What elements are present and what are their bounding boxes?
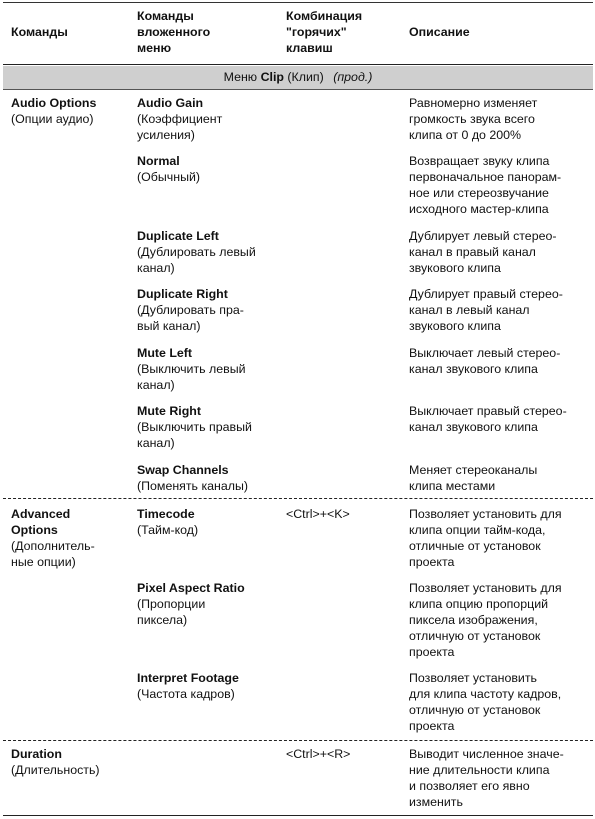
submenu-duplicate-left xyxy=(137,229,256,277)
command-advanced-options xyxy=(11,507,95,571)
submenu-translation: (Частота кадров) xyxy=(137,686,235,701)
submenu-translation: (Дублировать пра- xyxy=(137,302,244,317)
submenu-translation: (Поменять каналы) xyxy=(137,478,249,493)
header-submenu-line: вложенного xyxy=(137,25,211,39)
desc-line: Дублирует левый стерео- xyxy=(409,229,557,243)
desc-pixel-aspect-ratio xyxy=(409,581,562,661)
submenu-translation: (Коэффициент xyxy=(137,111,223,126)
command-translation: (Длительность) xyxy=(11,762,100,777)
header-submenu-commands xyxy=(137,8,210,56)
command-translation: ные опции) xyxy=(11,554,76,569)
submenu-title: Swap Channels xyxy=(137,463,229,477)
header-hotkeys-line: клавиш xyxy=(286,41,333,55)
desc-interpret-footage xyxy=(409,671,561,735)
desc-line: для клипа частоту кадров, xyxy=(409,686,562,701)
hotkey-text: <Ctrl>+<K> xyxy=(286,507,350,521)
submenu-title: Pixel Aspect Ratio xyxy=(137,581,245,595)
desc-line: проекта xyxy=(409,644,455,659)
header-submenu-line: Команды xyxy=(137,9,194,23)
submenu-translation: (Выключить правый xyxy=(137,419,252,434)
desc-line: пиксела изображения, xyxy=(409,612,538,627)
submenu-normal xyxy=(137,154,200,186)
desc-line: проекта xyxy=(409,718,455,733)
header-hotkeys-line: Комбинация xyxy=(286,9,363,23)
desc-line: Равномерно изменяет xyxy=(409,96,538,110)
bottom-rule xyxy=(3,815,593,816)
submenu-translation: пиксела) xyxy=(137,612,188,627)
submenu-translation: усиления) xyxy=(137,127,195,142)
command-title: Audio Options xyxy=(11,96,97,110)
desc-line: исходного мастер-клипа xyxy=(409,201,549,216)
desc-normal xyxy=(409,154,561,218)
desc-line: клипа опцию пропорций xyxy=(409,596,549,611)
header-commands-label: Команды xyxy=(11,25,68,39)
submenu-title: Interpret Footage xyxy=(137,671,239,685)
desc-line: и позволяет его явно xyxy=(409,778,530,793)
command-title: Duration xyxy=(11,747,62,761)
desc-line: клипа местами xyxy=(409,478,496,493)
section-divider xyxy=(3,498,593,499)
submenu-title: Mute Right xyxy=(137,404,202,418)
band-continued: (прод.) xyxy=(333,70,373,84)
submenu-translation: (Пропорции xyxy=(137,596,206,611)
menu-band xyxy=(3,66,593,90)
band-menu-name: Clip xyxy=(260,70,284,84)
desc-line: Выводит численное значе- xyxy=(409,747,564,761)
submenu-mute-right xyxy=(137,404,252,452)
table-header xyxy=(0,8,595,64)
submenu-pixel-aspect-ratio xyxy=(137,581,245,629)
command-translation: (Опции аудио) xyxy=(11,111,94,126)
desc-line: отличную от установок xyxy=(409,702,541,717)
desc-line: громкость звука всего xyxy=(409,111,535,126)
submenu-timecode xyxy=(137,507,198,539)
desc-line: Возвращает звуку клипа xyxy=(409,154,550,168)
desc-line: отличную от установок xyxy=(409,628,541,643)
submenu-title: Timecode xyxy=(137,507,195,521)
command-audio-options xyxy=(11,96,96,128)
command-title: Advanced xyxy=(11,507,71,521)
desc-line: звукового клипа xyxy=(409,318,501,333)
desc-mute-right xyxy=(409,404,567,436)
header-hotkeys xyxy=(286,8,362,56)
desc-duplicate-right xyxy=(409,287,563,335)
submenu-swap-channels xyxy=(137,463,248,495)
submenu-translation: (Выключить левый xyxy=(137,361,246,376)
hotkey-duration xyxy=(286,747,350,763)
desc-line: Выключает правый стерео- xyxy=(409,404,567,418)
submenu-title: Duplicate Left xyxy=(137,229,219,243)
submenu-translation: (Обычный) xyxy=(137,169,201,184)
header-hotkeys-line: "горячих" xyxy=(286,25,347,39)
submenu-mute-left xyxy=(137,346,246,394)
submenu-translation: канал) xyxy=(137,377,175,392)
desc-line: Позволяет установить для xyxy=(409,507,562,521)
header-commands xyxy=(11,24,68,40)
band-menu-translation: (Клип) xyxy=(287,70,324,84)
desc-line: канал в левый канал xyxy=(409,302,530,317)
desc-line: изменить xyxy=(409,794,463,809)
submenu-title: Duplicate Right xyxy=(137,287,228,301)
desc-duration xyxy=(409,747,564,811)
desc-line: ное или стереозвучание xyxy=(409,185,549,200)
header-rule xyxy=(3,64,593,65)
desc-line: Дублирует правый стерео- xyxy=(409,287,563,301)
command-translation: (Дополнитель- xyxy=(11,538,95,553)
desc-line: Позволяет установить xyxy=(409,671,537,685)
submenu-audio-gain xyxy=(137,96,222,144)
submenu-title: Audio Gain xyxy=(137,96,204,110)
command-title: Options xyxy=(11,522,58,537)
desc-line: проекта xyxy=(409,554,455,569)
submenu-translation: (Тайм-код) xyxy=(137,522,199,537)
submenu-title: Mute Left xyxy=(137,346,193,360)
desc-line: канал звукового клипа xyxy=(409,419,538,434)
submenu-duplicate-right xyxy=(137,287,244,335)
desc-line: Меняет стереоканалы xyxy=(409,463,538,477)
desc-line: Выключает левый стерео- xyxy=(409,346,561,360)
desc-audio-gain xyxy=(409,96,537,144)
hotkey-text: <Ctrl>+<R> xyxy=(286,747,351,761)
submenu-translation: канал) xyxy=(137,435,175,450)
desc-line: канал в правый канал xyxy=(409,244,536,259)
desc-line: отличные от установок xyxy=(409,538,541,553)
desc-timecode xyxy=(409,507,562,571)
header-submenu-line: меню xyxy=(137,41,172,55)
header-description xyxy=(409,24,470,40)
submenu-title: Normal xyxy=(137,154,180,168)
hotkey-timecode xyxy=(286,507,350,523)
desc-line: первоначальное панорам- xyxy=(409,169,562,184)
desc-line: клипа от 0 до 200% xyxy=(409,127,522,142)
desc-line: клипа опции тайм-кода, xyxy=(409,522,546,537)
submenu-translation: вый канал) xyxy=(137,318,201,333)
header-description-label: Описание xyxy=(409,25,470,39)
desc-line: звукового клипа xyxy=(409,260,501,275)
submenu-translation: (Дублировать левый xyxy=(137,244,256,259)
band-prefix: Меню xyxy=(223,70,258,84)
desc-line: ние длительности клипа xyxy=(409,762,550,777)
desc-swap-channels xyxy=(409,463,537,495)
submenu-interpret-footage xyxy=(137,671,239,703)
command-duration xyxy=(11,747,100,779)
desc-mute-left xyxy=(409,346,560,378)
section-divider xyxy=(3,740,593,741)
submenu-translation: канал) xyxy=(137,260,175,275)
desc-line: канал звукового клипа xyxy=(409,361,538,376)
desc-duplicate-left xyxy=(409,229,557,277)
top-rule xyxy=(3,2,593,3)
desc-line: Позволяет установить для xyxy=(409,581,562,595)
